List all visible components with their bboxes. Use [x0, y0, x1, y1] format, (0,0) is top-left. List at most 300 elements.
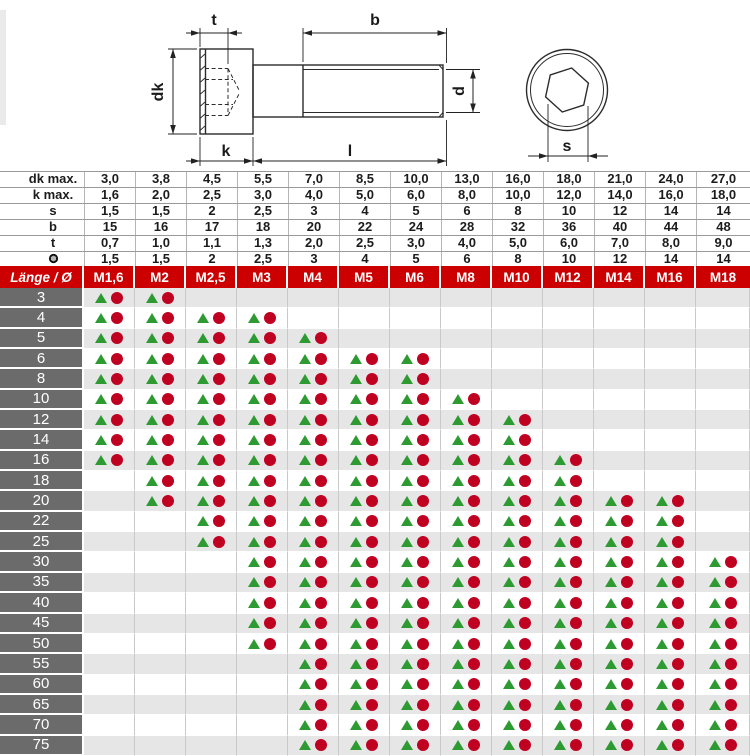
availability-cell	[543, 675, 594, 695]
dim-value: 16,0	[492, 172, 543, 187]
triangle-marker-icon	[709, 659, 721, 669]
dim-value: 4	[339, 252, 390, 267]
triangle-marker-icon	[350, 394, 362, 404]
triangle-marker-icon	[350, 740, 362, 750]
availability-cell	[696, 308, 750, 328]
circle-marker-icon	[725, 576, 737, 588]
dim-value: 8,0	[645, 236, 696, 251]
availability-cell	[186, 675, 237, 695]
availability-cell	[186, 532, 237, 552]
dim-value: 7,0	[288, 172, 339, 187]
availability-cell	[237, 695, 288, 715]
dim-value: 36	[543, 220, 594, 235]
availability-cell	[288, 695, 339, 715]
circle-marker-icon	[366, 414, 378, 426]
availability-cell	[288, 552, 339, 572]
circle-marker-icon	[264, 332, 276, 344]
availability-cell	[390, 451, 441, 471]
circle-marker-icon	[417, 434, 429, 446]
availability-cell	[492, 430, 543, 450]
availability-cell	[135, 512, 186, 532]
availability-cell	[492, 593, 543, 613]
triangle-marker-icon	[452, 659, 464, 669]
availability-cell	[339, 308, 390, 328]
triangle-marker-icon	[197, 313, 209, 323]
dim-value: 8	[492, 252, 543, 267]
circle-marker-icon	[468, 739, 480, 751]
triangle-marker-icon	[197, 476, 209, 486]
availability-cell	[441, 308, 492, 328]
dim-value: 4,5	[186, 172, 237, 187]
col-header-M16: M16	[645, 266, 696, 288]
availability-cell	[186, 369, 237, 389]
availability-cell	[84, 532, 135, 552]
circle-marker-icon	[468, 617, 480, 629]
triangle-marker-icon	[503, 435, 515, 445]
triangle-marker-icon	[554, 740, 566, 750]
circle-marker-icon	[315, 638, 327, 650]
circle-marker-icon	[468, 699, 480, 711]
circle-marker-icon	[621, 638, 633, 650]
availability-cell	[237, 532, 288, 552]
availability-cell	[186, 654, 237, 674]
circle-marker-icon	[366, 434, 378, 446]
availability-cell	[186, 715, 237, 735]
circle-marker-icon	[111, 312, 123, 324]
circle-marker-icon	[111, 434, 123, 446]
length-label: 45	[0, 614, 84, 634]
circle-marker-icon	[725, 556, 737, 568]
circle-marker-icon	[519, 597, 531, 609]
availability-cell	[441, 410, 492, 430]
availability-cell	[288, 451, 339, 471]
availability-cell	[186, 451, 237, 471]
availability-cell	[594, 695, 645, 715]
dim-value: 14	[645, 204, 696, 219]
dim-value: 18	[237, 220, 288, 235]
circle-marker-icon	[417, 536, 429, 548]
triangle-marker-icon	[554, 496, 566, 506]
circle-marker-icon	[162, 393, 174, 405]
availability-cell	[288, 654, 339, 674]
matrix-row	[0, 451, 750, 471]
circle-marker-icon	[519, 454, 531, 466]
dim-row	[0, 188, 750, 204]
length-label: 10	[0, 390, 84, 410]
triangle-marker-icon	[350, 374, 362, 384]
circle-marker-icon	[213, 353, 225, 365]
matrix-row	[0, 512, 750, 532]
triangle-marker-icon	[656, 679, 668, 689]
circle-marker-icon	[570, 515, 582, 527]
circle-marker-icon	[417, 515, 429, 527]
triangle-marker-icon	[146, 476, 158, 486]
circle-marker-icon	[213, 312, 225, 324]
circle-marker-icon	[468, 393, 480, 405]
availability-cell	[339, 573, 390, 593]
availability-cell	[339, 288, 390, 308]
availability-cell	[339, 349, 390, 369]
circle-marker-icon	[519, 638, 531, 650]
availability-cell	[84, 593, 135, 613]
circle-marker-icon	[366, 597, 378, 609]
circle-marker-icon	[519, 475, 531, 487]
dim-value: 9,0	[696, 236, 750, 251]
triangle-marker-icon	[452, 435, 464, 445]
triangle-marker-icon	[503, 577, 515, 587]
circle-marker-icon	[570, 576, 582, 588]
length-label: 25	[0, 532, 84, 552]
triangle-marker-icon	[503, 476, 515, 486]
dim-value: 2,0	[135, 188, 186, 203]
circle-marker-icon	[264, 353, 276, 365]
availability-cell	[237, 614, 288, 634]
dim-row-label: k max.	[32, 187, 74, 202]
availability-cell	[645, 593, 696, 613]
matrix-row	[0, 430, 750, 450]
circle-marker-icon	[366, 719, 378, 731]
availability-cell	[492, 369, 543, 389]
dim-row-label	[0, 252, 84, 267]
availability-cell	[492, 308, 543, 328]
availability-cell	[84, 308, 135, 328]
triangle-marker-icon	[299, 354, 311, 364]
circle-marker-icon	[315, 515, 327, 527]
circle-marker-icon	[264, 475, 276, 487]
circle-marker-icon	[111, 373, 123, 385]
circle-marker-icon	[621, 515, 633, 527]
availability-cell	[135, 654, 186, 674]
availability-cell	[594, 349, 645, 369]
circle-marker-icon	[264, 454, 276, 466]
circle-marker-icon	[264, 515, 276, 527]
length-label: 16	[0, 451, 84, 471]
circle-marker-icon	[417, 475, 429, 487]
dim-value: 6,0	[390, 188, 441, 203]
availability-cell	[696, 288, 750, 308]
circle-marker-icon	[264, 495, 276, 507]
circle-marker-icon	[111, 292, 123, 304]
triangle-marker-icon	[146, 313, 158, 323]
dim-value: 21,0	[594, 172, 645, 187]
availability-cell	[288, 491, 339, 511]
availability-cell	[390, 715, 441, 735]
triangle-marker-icon	[350, 435, 362, 445]
availability-cell	[441, 288, 492, 308]
availability-cell	[492, 614, 543, 634]
dim-value: 2,5	[237, 252, 288, 267]
availability-cell	[186, 552, 237, 572]
dim-value: 8	[492, 204, 543, 219]
triangle-marker-icon	[197, 537, 209, 547]
triangle-marker-icon	[452, 516, 464, 526]
availability-cell	[186, 471, 237, 491]
triangle-marker-icon	[197, 496, 209, 506]
label-l: l	[347, 143, 353, 160]
triangle-marker-icon	[554, 598, 566, 608]
availability-cell	[594, 634, 645, 654]
circle-marker-icon	[672, 515, 684, 527]
availability-cell	[186, 491, 237, 511]
triangle-marker-icon	[299, 537, 311, 547]
triangle-marker-icon	[709, 740, 721, 750]
dim-value: 2,5	[237, 204, 288, 219]
availability-cell	[84, 288, 135, 308]
availability-cell	[594, 512, 645, 532]
circle-marker-icon	[468, 475, 480, 487]
circle-marker-icon	[366, 475, 378, 487]
availability-cell	[441, 532, 492, 552]
triangle-marker-icon	[656, 740, 668, 750]
matrix-row	[0, 573, 750, 593]
availability-cell	[543, 430, 594, 450]
triangle-marker-icon	[146, 496, 158, 506]
matrix-row	[0, 654, 750, 674]
availability-cell	[237, 329, 288, 349]
triangle-marker-icon	[299, 740, 311, 750]
availability-cell	[390, 512, 441, 532]
circle-marker-icon	[366, 515, 378, 527]
label-dk: dk	[150, 82, 167, 102]
triangle-marker-icon	[709, 639, 721, 649]
triangle-marker-icon	[350, 659, 362, 669]
availability-cell	[543, 471, 594, 491]
triangle-marker-icon	[452, 679, 464, 689]
circle-marker-icon	[162, 414, 174, 426]
circle-marker-icon	[417, 739, 429, 751]
availability-cell	[135, 471, 186, 491]
dim-value: 7,0	[594, 236, 645, 251]
availability-cell	[594, 552, 645, 572]
availability-cell	[492, 532, 543, 552]
availability-cell	[237, 410, 288, 430]
availability-cell	[696, 532, 750, 552]
availability-cell	[339, 675, 390, 695]
circle-marker-icon	[366, 638, 378, 650]
circle-marker-icon	[621, 556, 633, 568]
triangle-marker-icon	[248, 476, 260, 486]
dim-value: 5,0	[339, 188, 390, 203]
availability-cell	[135, 329, 186, 349]
availability-cell	[288, 288, 339, 308]
matrix-row	[0, 593, 750, 613]
availability-cell	[237, 634, 288, 654]
dim-value: 24	[390, 220, 441, 235]
availability-cell	[390, 329, 441, 349]
triangle-marker-icon	[709, 557, 721, 567]
triangle-marker-icon	[350, 598, 362, 608]
circle-marker-icon	[621, 597, 633, 609]
triangle-marker-icon	[299, 455, 311, 465]
triangle-marker-icon	[503, 537, 515, 547]
triangle-marker-icon	[299, 679, 311, 689]
availability-cell	[186, 390, 237, 410]
circle-marker-icon	[570, 536, 582, 548]
availability-cell	[339, 593, 390, 613]
availability-cell	[696, 512, 750, 532]
triangle-marker-icon	[248, 639, 260, 649]
length-label: 22	[0, 512, 84, 532]
triangle-marker-icon	[350, 577, 362, 587]
triangle-marker-icon	[95, 435, 107, 445]
circle-marker-icon	[519, 414, 531, 426]
availability-cell	[696, 390, 750, 410]
col-header-M8: M8	[441, 266, 492, 288]
dim-value: 18,0	[543, 172, 594, 187]
circle-marker-icon	[315, 678, 327, 690]
availability-cell	[339, 715, 390, 735]
col-header-M12: M12	[543, 266, 594, 288]
circle-marker-icon	[672, 617, 684, 629]
availability-cell	[696, 369, 750, 389]
triangle-marker-icon	[95, 333, 107, 343]
availability-cell	[84, 451, 135, 471]
availability-cell	[645, 715, 696, 735]
triangle-marker-icon	[248, 516, 260, 526]
triangle-marker-icon	[656, 639, 668, 649]
circle-marker-icon	[315, 353, 327, 365]
triangle-marker-icon	[709, 679, 721, 689]
dim-value: 40	[594, 220, 645, 235]
availability-cell	[390, 369, 441, 389]
availability-cell	[237, 471, 288, 491]
triangle-marker-icon	[605, 720, 617, 730]
circle-marker-icon	[519, 515, 531, 527]
availability-cell	[390, 573, 441, 593]
availability-cell	[492, 390, 543, 410]
circle-marker-icon	[315, 719, 327, 731]
circle-marker-icon	[570, 699, 582, 711]
availability-cell	[492, 349, 543, 369]
availability-cell	[390, 532, 441, 552]
triangle-marker-icon	[401, 700, 413, 710]
triangle-marker-icon	[299, 577, 311, 587]
availability-cell	[237, 715, 288, 735]
availability-cell	[645, 471, 696, 491]
availability-cell	[135, 573, 186, 593]
circle-marker-icon	[519, 556, 531, 568]
availability-cell	[645, 532, 696, 552]
triangle-marker-icon	[503, 618, 515, 628]
triangle-marker-icon	[197, 333, 209, 343]
availability-cell	[594, 573, 645, 593]
availability-cell	[135, 451, 186, 471]
label-d: d	[451, 86, 468, 96]
circle-marker-icon	[672, 699, 684, 711]
circle-marker-icon	[111, 353, 123, 365]
availability-cell	[594, 369, 645, 389]
circle-marker-icon	[366, 373, 378, 385]
availability-cell	[288, 614, 339, 634]
availability-cell	[543, 736, 594, 756]
availability-cell	[339, 410, 390, 430]
triangle-marker-icon	[554, 639, 566, 649]
col-header-M6: M6	[390, 266, 441, 288]
circle-marker-icon	[315, 434, 327, 446]
circle-marker-icon	[672, 739, 684, 751]
availability-cell	[543, 491, 594, 511]
availability-cell	[492, 715, 543, 735]
availability-cell	[441, 675, 492, 695]
triangle-marker-icon	[554, 618, 566, 628]
availability-cell	[339, 532, 390, 552]
circle-marker-icon	[315, 739, 327, 751]
triangle-marker-icon	[401, 598, 413, 608]
availability-cell	[543, 349, 594, 369]
circle-marker-icon	[315, 495, 327, 507]
availability-cell	[594, 532, 645, 552]
availability-cell	[390, 430, 441, 450]
availability-cell	[237, 736, 288, 756]
availability-cell	[339, 512, 390, 532]
triangle-marker-icon	[452, 700, 464, 710]
triangle-marker-icon	[503, 415, 515, 425]
matrix-row	[0, 308, 750, 328]
availability-cell	[543, 573, 594, 593]
availability-cell	[696, 491, 750, 511]
circle-marker-icon	[417, 373, 429, 385]
availability-cell	[645, 634, 696, 654]
length-label: 65	[0, 695, 84, 715]
dim-value: 6	[441, 252, 492, 267]
circle-marker-icon	[519, 699, 531, 711]
triangle-marker-icon	[350, 455, 362, 465]
circle-marker-icon	[264, 638, 276, 650]
circle-marker-icon	[468, 597, 480, 609]
triangle-marker-icon	[503, 740, 515, 750]
matrix-row	[0, 369, 750, 389]
availability-cell	[135, 410, 186, 430]
triangle-marker-icon	[350, 679, 362, 689]
availability-cell	[339, 329, 390, 349]
circle-marker-icon	[468, 719, 480, 731]
circle-marker-icon	[162, 353, 174, 365]
dim-value: 1,5	[135, 252, 186, 267]
availability-cell	[696, 715, 750, 735]
availability-cell	[339, 390, 390, 410]
triangle-marker-icon	[401, 639, 413, 649]
triangle-marker-icon	[503, 455, 515, 465]
triangle-marker-icon	[605, 740, 617, 750]
dim-value: 24,0	[645, 172, 696, 187]
triangle-marker-icon	[248, 394, 260, 404]
availability-cell	[186, 430, 237, 450]
circle-marker-icon	[213, 414, 225, 426]
availability-cell	[339, 471, 390, 491]
label-k: k	[221, 143, 231, 160]
triangle-marker-icon	[401, 740, 413, 750]
circle-marker-icon	[264, 576, 276, 588]
circle-marker-icon	[725, 699, 737, 711]
dimension-arrowheads	[170, 30, 597, 164]
circle-marker-icon	[519, 678, 531, 690]
availability-cell	[645, 695, 696, 715]
triangle-marker-icon	[656, 496, 668, 506]
label-s: s	[562, 138, 572, 155]
dim-value: 2,5	[186, 188, 237, 203]
col-header-M10: M10	[492, 266, 543, 288]
availability-cell	[288, 736, 339, 756]
availability-cell	[441, 491, 492, 511]
availability-cell	[84, 654, 135, 674]
circle-marker-icon	[417, 617, 429, 629]
circle-marker-icon	[468, 556, 480, 568]
dim-value: 0,7	[84, 236, 135, 251]
availability-cell	[492, 695, 543, 715]
availability-cell	[186, 308, 237, 328]
triangle-marker-icon	[248, 557, 260, 567]
circle-marker-icon	[519, 576, 531, 588]
